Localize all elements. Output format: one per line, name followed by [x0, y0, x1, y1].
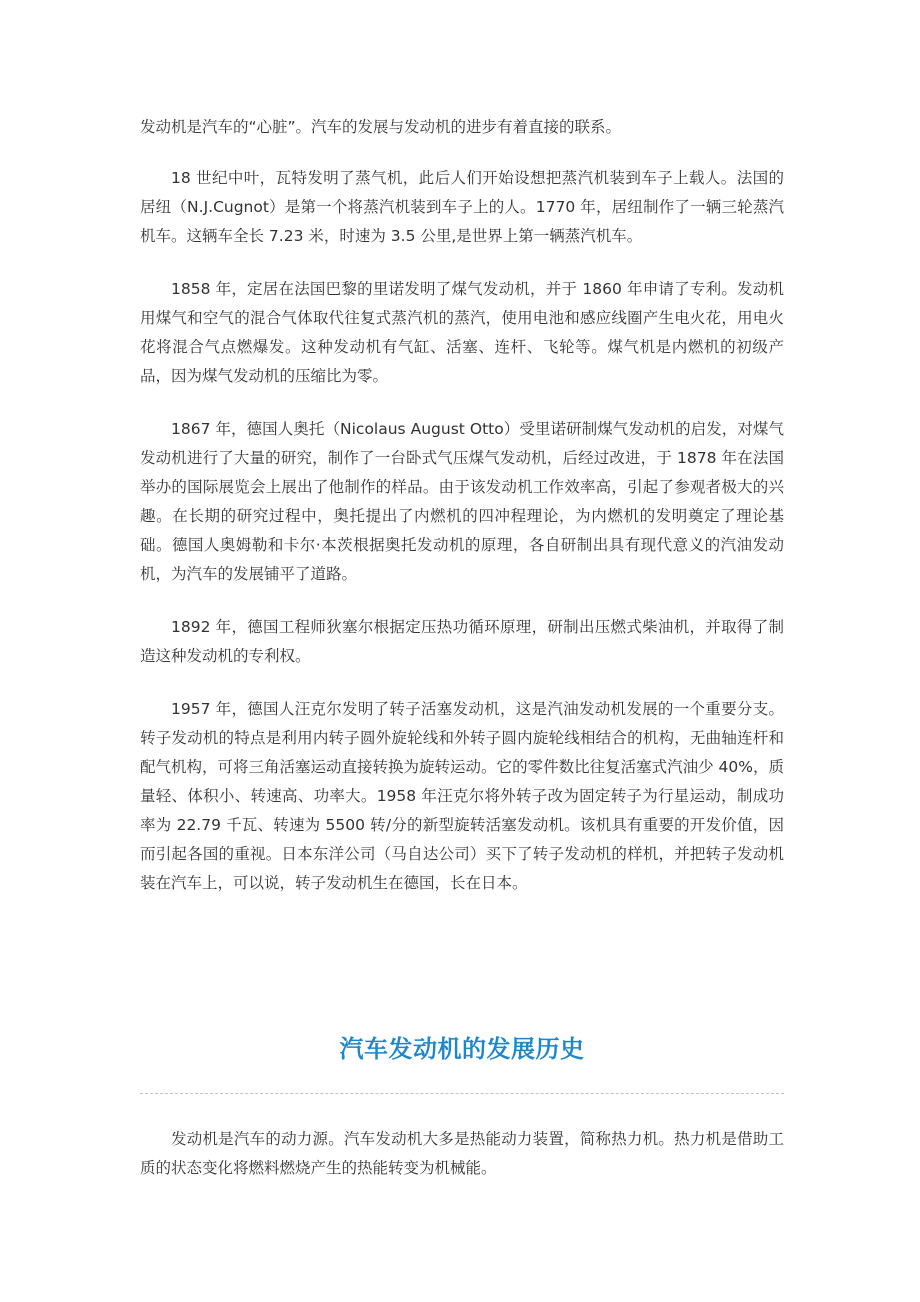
section-paragraph: 发动机是汽车的动力源。汽车发动机大多是热能动力装置，简称热力机。热力机是借助工质的状态变化将燃料燃烧产生的热能转变为机械能。 — [140, 1130, 784, 1177]
dashed-divider — [140, 1093, 784, 1094]
paragraph-otto-engine: 1867 年，德国人奥托（Nicolaus August Otto）受里诺研制煤气发动机的启发，对煤气发动机进行了大量的研究，制作了一台卧式气压煤气发动机，后经过改进，于 1878 年在法国举办的国际展览会上展出了他制作的样品。由于该发动机工作效率高，引起了参观者极大的兴趣。在长期的研究过程中，奥托提出了内燃机的四冲程理论，为内燃机的发明奠定了理论基础。德国人奥姆勒和卡尔·本茨根据奥托发动机的原理，各自研制出具有现代意义的汽油发动机，为汽车的发展铺平了道路。 — [140, 420, 784, 583]
article-body — [140, 113, 784, 898]
section-heading: 汽车发动机的发展历史 — [339, 1035, 585, 1063]
paragraph-gas-engine: 1858 年，定居在法国巴黎的里诺发明了煤气发动机，并于 1860 年申请了专利。发动机用煤气和空气的混合气体取代往复式蒸汽机的蒸汽，使用电池和感应线圈产生电火花，用电火花将混合气点燃爆发。这种发动机有气缸、活塞、连杆、飞轮等。煤气机是内燃机的初级产品，因为煤气发动机的压缩比为零。 — [140, 280, 784, 385]
paragraph-steam-engine: 18 世纪中叶，瓦特发明了蒸气机，此后人们开始设想把蒸汽机装到车子上载人。法国的居纽（N.J.Cugnot）是第一个将蒸汽机装到车子上的人。1770 年，居纽制作了一辆三轮蒸汽机车。这辆车全长 7.23 米，时速为 3.5 公里,是世界上第一辆蒸汽机车。 — [140, 169, 784, 245]
paragraph-rotary-engine: 1957 年，德国人汪克尔发明了转子活塞发动机，这是汽油发动机发展的一个重要分支。转子发动机的特点是利用内转子圆外旋轮线和外转子圆内旋轮线相结合的机构，无曲轴连杆和配气机构，可将三角活塞运动直接转换为旋转运动。它的零件数比往复活塞式汽油少 40%，质量轻、体积小、转速高、功率大。1958 年汪克尔将外转子改为固定转子为行星运动，制成功率为 22.79 千瓦、转速为 5500 转/分的新型旋转活塞发动机。该机具有重要的开发价值，因而引起各国的重视。日本东洋公司（马自达公司）买下了转子发动机的样机，并把转子发动机装在汽车上，可以说，转子发动机生在德国，长在日本。 — [140, 700, 784, 892]
section-body — [140, 1125, 784, 1183]
intro-paragraph: 发动机是汽车的“心脏”。汽车的发展与发动机的进步有着直接的联系。 — [140, 118, 622, 136]
paragraph-diesel-engine: 1892 年，德国工程师狄塞尔根据定压热功循环原理，研制出压燃式柴油机，并取得了制造这种发动机的专利权。 — [140, 618, 784, 665]
